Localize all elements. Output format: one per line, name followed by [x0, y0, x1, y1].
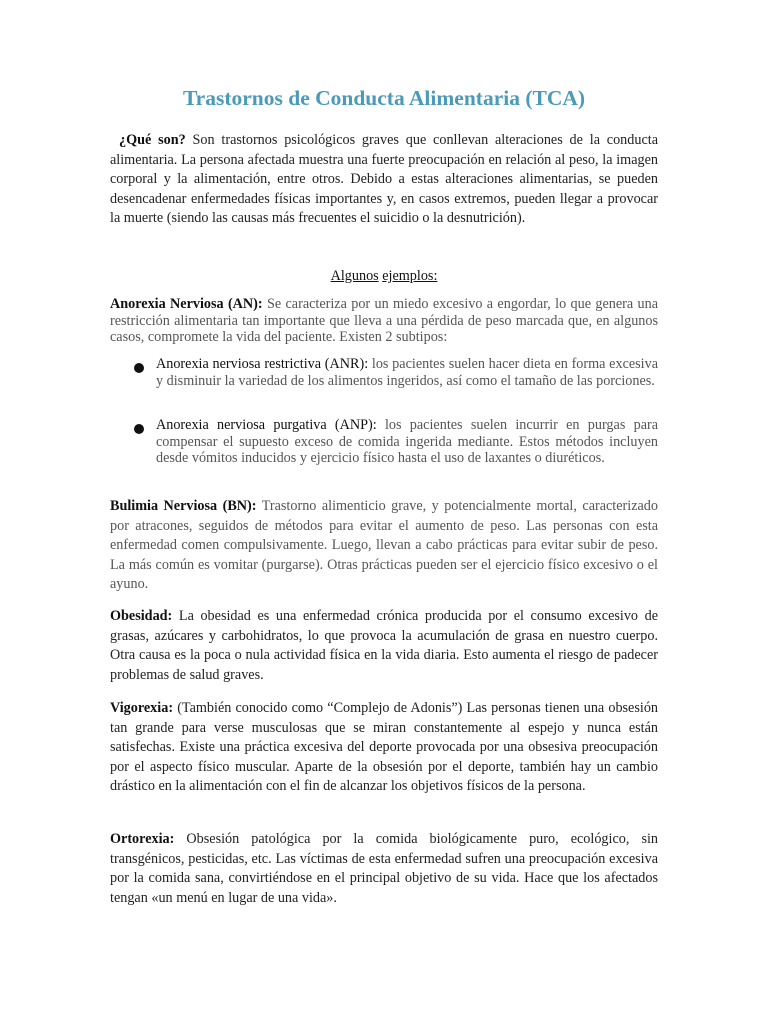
- anorexia-subtype-item: [156, 356, 658, 389]
- vigorexia-label: Vigorexia:: [110, 700, 174, 716]
- bullet-icon: [134, 424, 144, 434]
- examples-heading: [0, 268, 768, 285]
- ortorexia-paragraph: [110, 830, 658, 908]
- intro-text: Son trastornos psicológicos graves que conllevan alteraciones de la conducta alimentaria. La persona afectada muestra una fuerte preocupación en relación al peso, la imagen corporal y la alimentación, entre otros. Debido a estas alteraciones alimentarias, se pueden desencadenar enfermedades físicas importantes y, en casos extremos, pueden llegar a provocar la muerte (siendo las causas más frecuentes el suicidio o la desnutrición).: [110, 132, 659, 226]
- vigorexia-text: (También conocido como “Complejo de Adonis”) Las personas tienen una obsesión tan grande para verse musculosas que se miran constantemente al espejo y nunca están satisfechas. Existe una práctica excesiva del deporte provocada por una obsesiva preocupación por el aspecto físico muscular. Aparte de la obsesión por el deporte, también hay un cambio drástico en la alimentación con el fin de alcanzar los objetivos físicos de la persona.: [110, 700, 659, 794]
- obesidad-text: La obesidad es una enfermedad crónica producida por el consumo excesivo de grasas, azúcares y carbohidratos, lo que provoca la acumulación de grasa en nuestro cuerpo. Otra causa es la poca o nula actividad física en la vida diaria. Esto aumenta el riesgo de padecer problemas de salud graves.: [110, 608, 658, 683]
- anorexia-label: Anorexia Nerviosa (AN):: [110, 296, 263, 312]
- anorexia-text: Se caracteriza por un miedo excesivo a engordar, lo que genera una restricción alimentaria tan importante que lleva a una pérdida de peso marcada que, en algunos casos, compromete la vida del paciente. Existen 2 subtipos:: [110, 296, 658, 346]
- intro-label: ¿Qué son?: [119, 132, 186, 148]
- subtype-label: Anorexia nerviosa purgativa (ANP):: [156, 417, 377, 433]
- anorexia-subtype-item: [156, 417, 658, 467]
- obesidad-label: Obesidad:: [110, 608, 173, 624]
- examples-heading-word1: Algunos: [330, 268, 379, 284]
- bulimia-paragraph: [110, 497, 658, 595]
- bulimia-label: Bulimia Nerviosa (BN):: [110, 498, 257, 514]
- subtype-label: Anorexia nerviosa restrictiva (ANR):: [156, 356, 369, 372]
- subtype-text: los pacientes suelen incurrir en purgas para compensar el supuesto exceso de comida ingerida mediante. Estos métodos incluyen desde vómitos inducidos y ejercicio físico hasta el uso de laxantes o diuréticos.: [156, 417, 659, 467]
- intro-paragraph: [110, 131, 658, 229]
- ortorexia-text: Obsesión patológica por la comida biológicamente puro, ecológico, sin transgénicos, pesticidas, etc. Las víctimas de esta enfermedad sufren una preocupación excesiva por la comida sana, convirtiéndose en el principal objetivo de su vida. Hace que los afectados tengan «un menú en lugar de una vida».: [110, 831, 659, 906]
- bulimia-text: Trastorno alimenticio grave, y potencialmente mortal, caracterizado por atracones, seguidos de métodos para evitar el aumento de peso. Las personas con esta enfermedad comen compulsivamente. Luego, llevan a cabo prácticas para evitar subir de peso. La más común es vomitar (purgarse). Otras prácticas pueden ser el ejercicio físico excesivo o el ayuno.: [110, 498, 658, 592]
- obesidad-paragraph: [110, 607, 658, 685]
- examples-heading-word2: ejemplos:: [382, 268, 438, 284]
- vigorexia-paragraph: [110, 699, 658, 797]
- anorexia-paragraph: [110, 296, 658, 346]
- subtype-text: los pacientes suelen hacer dieta en forma excesiva y disminuir la variedad de los alimentos ingeridos, así como el tamaño de las porciones.: [156, 356, 659, 389]
- bullet-icon: [134, 363, 144, 373]
- document-title: Trastornos de Conducta Alimentaria (TCA): [182, 86, 586, 110]
- ortorexia-label: Ortorexia:: [110, 831, 175, 847]
